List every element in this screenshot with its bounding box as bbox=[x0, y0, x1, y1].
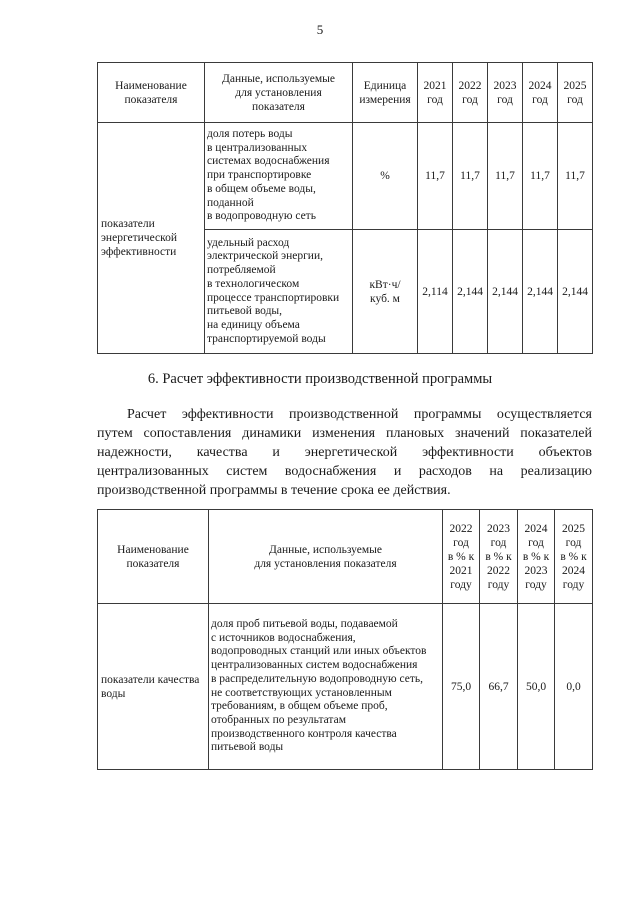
text-line: при транспортировке bbox=[207, 169, 312, 182]
header-data bbox=[205, 63, 353, 123]
text-line: питьевой воды, bbox=[207, 305, 283, 318]
row-description bbox=[209, 604, 443, 770]
text-line: в % к bbox=[485, 550, 512, 563]
text-line: году bbox=[450, 578, 472, 591]
text-line: энергетической bbox=[101, 232, 177, 244]
text-line: показатели качества bbox=[101, 673, 200, 686]
text-line: потребляемой bbox=[207, 264, 276, 277]
text-line: Данные, используемые bbox=[222, 72, 335, 85]
text-line: показатели bbox=[101, 218, 155, 230]
text-line: Данные, используемые bbox=[269, 543, 382, 556]
text-line: электрической энергии, bbox=[207, 250, 323, 263]
text-line: удельный расход bbox=[207, 236, 290, 249]
header-year-2024 bbox=[518, 510, 555, 604]
text-line: доля проб питьевой воды, подаваемой bbox=[211, 617, 398, 630]
row-value: 2,144 bbox=[558, 230, 593, 354]
text-line: куб. м bbox=[370, 292, 400, 305]
row-value: 75,0 bbox=[443, 604, 480, 770]
text-line: измерения bbox=[359, 93, 411, 106]
text-line: поданной bbox=[207, 196, 254, 209]
text-line: Единица bbox=[363, 79, 407, 92]
text-line: показателя bbox=[252, 100, 305, 113]
text-line: показателя bbox=[124, 93, 178, 106]
text-line: в централизованных bbox=[207, 141, 308, 154]
body-paragraph bbox=[97, 405, 592, 500]
row-description bbox=[205, 123, 353, 230]
row-value: 11,7 bbox=[418, 123, 453, 230]
text-line: в технологическом bbox=[207, 277, 300, 290]
text-line: 2022 bbox=[449, 522, 473, 535]
text-line: системах водоснабжения bbox=[207, 155, 330, 168]
header-year-2021 bbox=[418, 63, 453, 123]
text-line: не соответствующих установленным bbox=[211, 686, 392, 699]
text-line: 2021 bbox=[423, 79, 447, 92]
row-value: 2,144 bbox=[488, 230, 523, 354]
text-line: 2024 bbox=[528, 79, 552, 92]
header-unit bbox=[353, 63, 418, 123]
text-line: год bbox=[453, 536, 469, 549]
text-line: процессе транспортировки bbox=[207, 291, 340, 304]
text-line: 2025 bbox=[563, 79, 587, 92]
text-line: в % к bbox=[560, 550, 587, 563]
row-name bbox=[98, 604, 209, 770]
table-header-row bbox=[98, 63, 593, 123]
text-line: в распределительную водопроводную сеть, bbox=[211, 672, 423, 685]
text-line: требованиям, в общем объеме проб, bbox=[211, 700, 388, 713]
text-line: доля потерь воды bbox=[207, 128, 293, 141]
text-line: год bbox=[490, 536, 507, 549]
text-line: на единицу объема bbox=[207, 318, 300, 331]
text-line: 2021 bbox=[449, 564, 473, 577]
row-unit bbox=[353, 230, 418, 354]
paragraph-line: путем сопоставления динамики изменения плановых значений показателей bbox=[97, 426, 592, 441]
text-line: год bbox=[532, 93, 548, 106]
text-line: год bbox=[497, 93, 513, 106]
row-value: 0,0 bbox=[555, 604, 593, 770]
header-year-2025 bbox=[558, 63, 593, 123]
paragraph-line: Расчет эффективности производственной программы осуществляется bbox=[127, 407, 592, 422]
header-year-2023 bbox=[488, 63, 523, 123]
table-row bbox=[98, 604, 593, 770]
text-line: в водопроводную сеть bbox=[207, 210, 316, 223]
group-name-cell bbox=[98, 123, 205, 354]
paragraph-line: надежности, качества и энергетической эффективности объектов bbox=[97, 445, 592, 460]
energy-efficiency-table bbox=[97, 62, 593, 354]
row-value: 2,114 bbox=[418, 230, 453, 354]
row-description bbox=[205, 230, 353, 354]
section-heading: 6. Расчет эффективности производственной программы bbox=[147, 371, 493, 387]
text-line: кВт·ч/ bbox=[369, 278, 401, 291]
text-line: год bbox=[462, 93, 478, 106]
row-value: 66,7 bbox=[480, 604, 518, 770]
text-line: году bbox=[487, 578, 510, 591]
text-line: 2023 bbox=[524, 564, 548, 577]
text-line: 2025 bbox=[562, 522, 585, 535]
text-line: централизованных систем водоснабжения bbox=[211, 659, 418, 672]
text-line: году bbox=[562, 578, 585, 591]
paragraph-line: производственной программы в течение срока ее действия. bbox=[97, 483, 451, 498]
header-year-2023 bbox=[480, 510, 518, 604]
text-line: в % к bbox=[447, 550, 475, 563]
text-line: питьевой воды bbox=[211, 741, 284, 754]
text-line: % bbox=[380, 170, 390, 182]
text-line: Наименование bbox=[117, 543, 189, 556]
row-value: 2,144 bbox=[523, 230, 558, 354]
text-line: транспортируемой воды bbox=[207, 332, 326, 345]
text-line: водопроводных станций или иных объектов bbox=[211, 645, 427, 658]
table-row bbox=[98, 123, 593, 230]
text-line: отобранных по результатам bbox=[211, 713, 346, 726]
header-data bbox=[209, 510, 443, 604]
text-line: 2022 bbox=[487, 564, 510, 577]
text-line: производственного контроля качества bbox=[211, 727, 397, 740]
row-unit bbox=[353, 123, 418, 230]
text-line: 2022 bbox=[458, 79, 482, 92]
text-line: году bbox=[525, 578, 547, 591]
text-line: Наименование bbox=[115, 79, 187, 92]
row-value: 11,7 bbox=[488, 123, 523, 230]
row-value: 2,144 bbox=[453, 230, 488, 354]
text-line: год bbox=[567, 93, 583, 106]
text-line: воды bbox=[101, 687, 126, 700]
text-line: для установления bbox=[235, 86, 322, 99]
paragraph-line: централизованных систем водоснабжения и расходов на реализацию bbox=[97, 464, 592, 479]
text-line: в общем объеме воды, bbox=[207, 182, 316, 195]
header-year-2025 bbox=[555, 510, 593, 604]
page-number: 5 bbox=[316, 22, 324, 37]
text-line: эффективности bbox=[101, 246, 177, 258]
header-year-2024 bbox=[523, 63, 558, 123]
text-line: 2024 bbox=[524, 522, 548, 535]
text-line: 2023 bbox=[493, 79, 517, 92]
text-line: для установления показателя bbox=[254, 557, 397, 570]
text-line: год bbox=[427, 93, 443, 106]
row-value: 11,7 bbox=[453, 123, 488, 230]
header-year-2022 bbox=[443, 510, 480, 604]
header-year-2022 bbox=[453, 63, 488, 123]
text-line: показателя bbox=[126, 557, 180, 570]
text-line: с источников водоснабжения, bbox=[211, 631, 356, 644]
water-quality-table bbox=[97, 509, 593, 770]
text-line: год bbox=[528, 536, 544, 549]
text-line: в % к bbox=[522, 550, 550, 563]
row-value: 50,0 bbox=[518, 604, 555, 770]
row-value: 11,7 bbox=[558, 123, 593, 230]
text-line: год bbox=[565, 536, 582, 549]
text-line: 2023 bbox=[487, 522, 510, 535]
row-value: 11,7 bbox=[523, 123, 558, 230]
table-header-row bbox=[98, 510, 593, 604]
header-name bbox=[98, 510, 209, 604]
header-name bbox=[98, 63, 205, 123]
text-line: 2024 bbox=[562, 564, 585, 577]
